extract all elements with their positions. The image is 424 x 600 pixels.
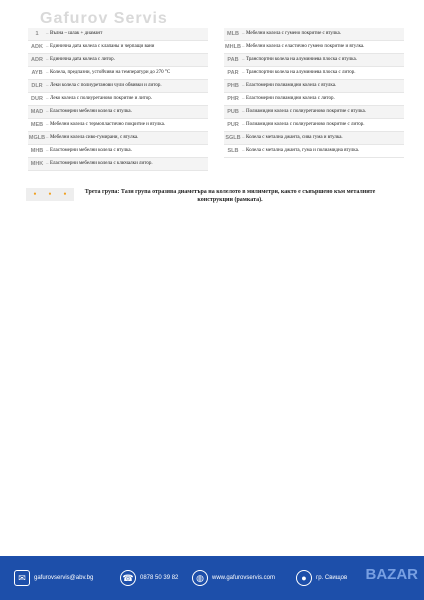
row-desc: Колела с метална джанта, гума и полиамидна втулка. [246,148,360,153]
row-desc: Мебелни колела с термопластично покритие и втулка. [50,122,166,127]
table-row: MGLB – Мебелни колела сиво-гумирани, с втулка. [28,132,208,145]
row-code: PAR [227,70,239,76]
bullet-icon: • [48,189,52,199]
row-code: DUR [31,96,43,102]
row-desc: Мебелни колела с еластично гумено покритие и втулка. [246,44,365,49]
row-desc: Колела, предпазни, устойчиви на температури до 270 °C [50,70,171,75]
globe-icon: ◍ [192,570,208,586]
table-row: MHLB – Мебелни колела с еластично гумено покритие и втулка. [224,41,404,54]
row-code: SLB [227,148,239,154]
contact-footer [0,556,424,600]
row-code: AYB [31,70,43,76]
row-desc: Мебелни колела с гумено покритие с втулка. [246,31,341,36]
row-code: DLR [31,83,43,89]
row-code: ADK [31,44,43,50]
footer-website[interactable] [192,570,275,586]
row-code: PHR [227,96,239,102]
row-desc: Еластомерни полиамидни колела с втулка. [246,83,337,88]
row-code: MLB [227,31,239,37]
bullet-icon: • [63,189,67,199]
table-row: PHB – Еластомерни полиамидни колела с втулка. [224,80,404,93]
row-desc: Еластомерни мебелни колела с ключалки литор. [50,161,153,166]
row-code: ADR [31,57,43,63]
codes-table-left [28,28,208,171]
row-code: MHB [30,148,44,154]
footer-website-text: www.gafurovservis.com [212,575,276,581]
footer-phone[interactable] [120,570,178,586]
row-code: PAB [227,57,239,63]
row-desc: Еластомерни полиамидни колела с литор. [246,96,335,101]
footer-location[interactable] [296,570,347,586]
table-row: 1 – Вълна – шлак + диамант [28,28,208,41]
group-note [26,188,406,204]
row-desc: Еластомерни мебелни колела с втулка. [50,109,132,114]
table-row: DUR – Леко колела с полиуретаново покритие и литор. [28,93,208,106]
row-desc: Полиамидни колела с полиуретаново покритие с втулка. [246,109,366,114]
table-row: MHB – Еластомерни мебелни колела с втулка. [28,145,208,158]
row-code: SGLB [225,135,241,141]
row-desc: Колела с метална джанта, сива гума и втулка. [246,135,343,140]
row-code: PHB [227,83,239,89]
row-code: PUB [227,109,239,115]
row-desc: Полиамидни колела с полиуретаново покритие с литор. [246,122,365,127]
table-row: AYB – Колела, предпазни, устойчиви на температури до 270 °C [28,67,208,80]
bullet-strip [26,188,74,201]
table-row: ADK – Единична дата колела с клапаны и черпащи вани [28,41,208,54]
table-row: SGLB – Колела с метална джанта, сива гума и втулка. [224,132,404,145]
table-row: PHR – Еластомерни полиамидни колела с литор. [224,93,404,106]
row-code: MAD [30,109,44,115]
row-code: 1 [35,31,39,37]
row-desc: Единична дата колела с литор. [50,57,115,62]
location-pin-icon: ● [296,570,312,586]
footer-email-text: gafurovservis@abv.bg [34,575,94,581]
row-desc: Еластомерни мебелни колела с втулка. [50,148,132,153]
footer-location-text: гр. Свищов [316,575,348,581]
table-row: DLR – Леки колела с полиуретанови чули обвивки и литор. [28,80,208,93]
row-desc: Вълна – шлак + диамант [50,31,103,36]
table-row: SLB – Колела с метална джанта, гума и полиамидна втулка. [224,145,404,158]
table-row: PUB – Полиамидни колела с полиуретаново покритие с втулка. [224,106,404,119]
footer-phone-text: 0878 50 39 82 [140,575,179,581]
table-row: MEB – Мебелни колела с термопластично покритие и втулка. [28,119,208,132]
table-row: ADR – Единична дата колела с литор. [28,54,208,67]
table-row: MAD – Еластомерни мебелни колела с втулка. [28,106,208,119]
envelope-icon: ✉ [14,570,30,586]
footer-email[interactable] [14,570,93,586]
watermark-logo: Gafurov Servis [40,10,168,27]
row-code: PUR [227,122,239,128]
table-row: PUR – Полиамидни колела с полиуретаново покритие с литор. [224,119,404,132]
row-desc: Транспортни колела на алуминиева плоска с втулка. [246,57,357,62]
bullet-icon: • [33,189,37,199]
row-code: MHLB [225,44,241,50]
row-desc: Мебелни колела сиво-гумирани, с втулка. [50,135,139,140]
row-code: MHK [30,161,44,167]
phone-icon: ☎ [120,570,136,586]
table-row: PAB – Транспортни колела на алуминиева плоска с втулка. [224,54,404,67]
row-desc: Леки колела с полиуретанови чули обвивки и литор. [50,83,162,88]
table-row: MHK – Еластомерни мебелни колела с ключалки литор. [28,158,208,171]
codes-table-right [224,28,404,158]
row-desc: Единична дата колела с клапаны и черпащи вани [50,44,155,49]
brand-logo: BAZAR [365,566,418,583]
note-text: Трета група: Тази група отразява диаметъра на колелото в милиметри, както е съвършено към металните конструкции (рамката). [84,189,376,203]
table-row: MLB – Мебелни колела с гумено покритие с втулка. [224,28,404,41]
row-code: MGLB [28,135,46,141]
row-code: MEB [30,122,44,128]
row-desc: Леко колела с полиуретаново покритие и литор. [50,96,153,101]
row-desc: Транспортни колела на алуминиева плоска с литор. [246,70,356,75]
table-row: PAR – Транспортни колела на алуминиева плоска с литор. [224,67,404,80]
